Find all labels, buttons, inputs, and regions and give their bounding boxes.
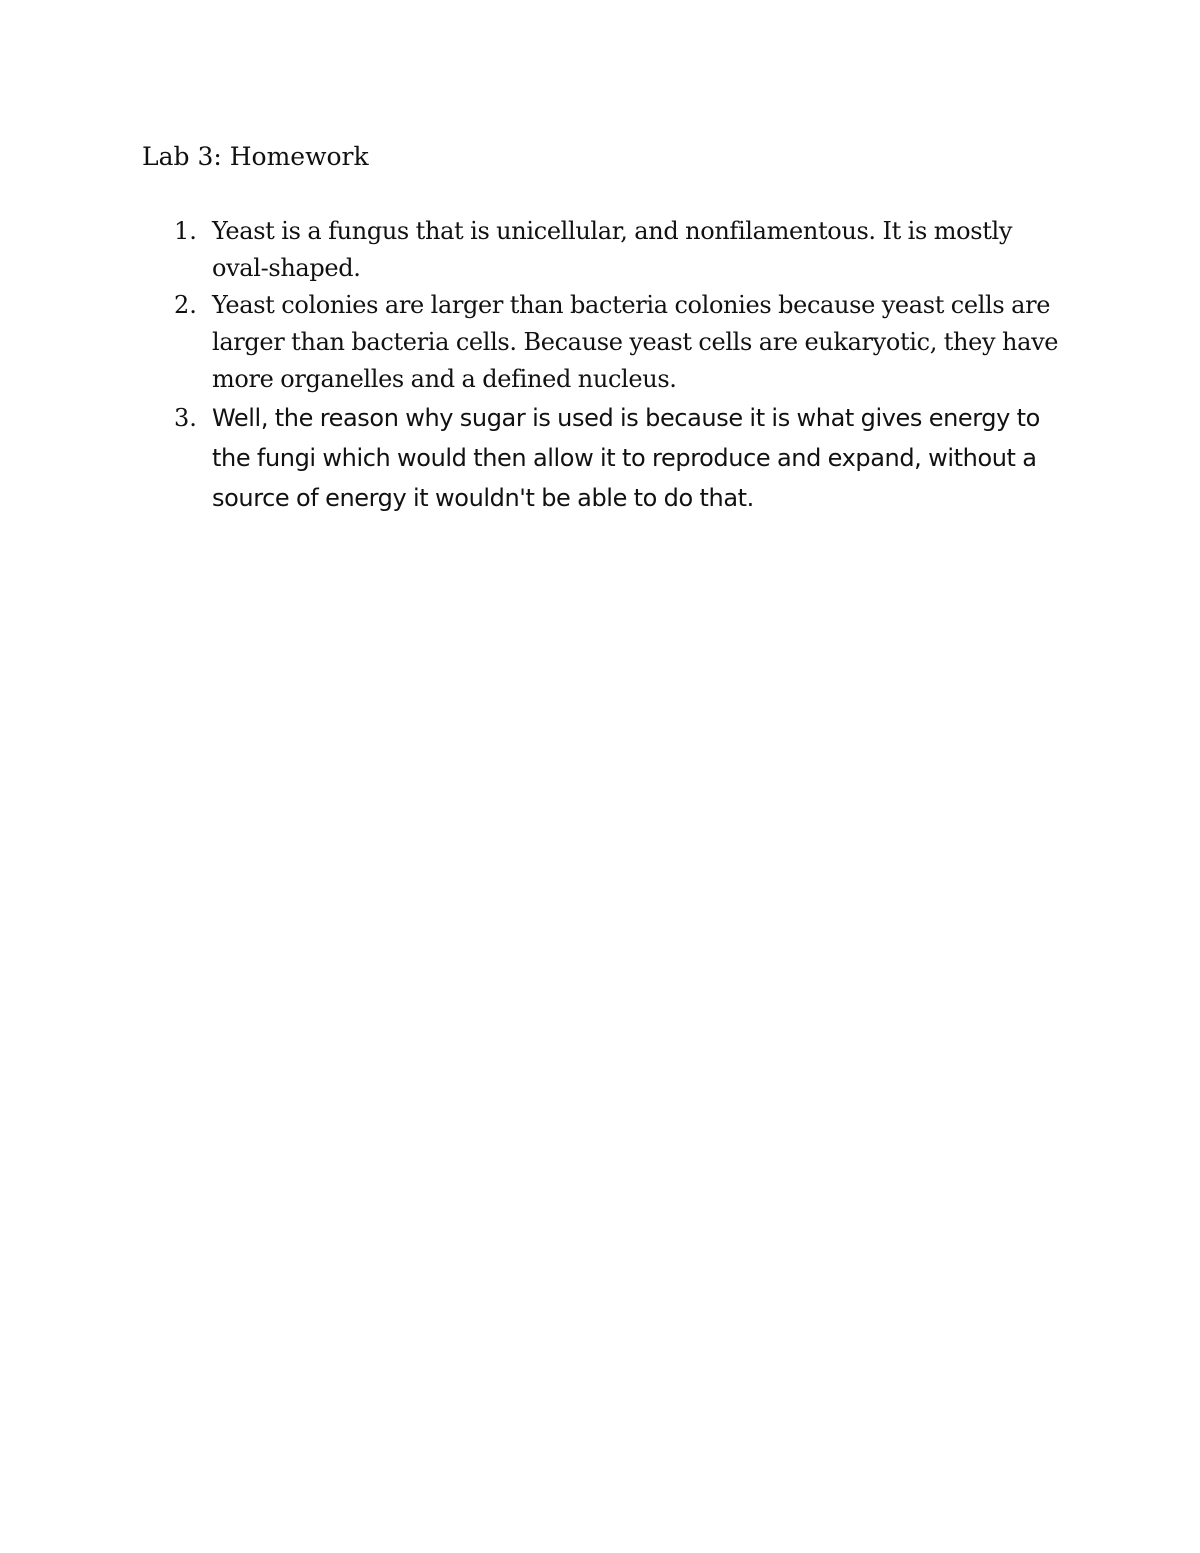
list-item bbox=[0, 213, 1200, 287]
list-item bbox=[0, 287, 1200, 398]
document-title: Lab 3: Homework bbox=[142, 142, 369, 171]
list-item-number: 1. bbox=[174, 217, 197, 245]
list-item bbox=[0, 398, 1200, 518]
list-item-text: Yeast colonies are larger than bacteria colonies because yeast cells are larger than bacteria cells. Because yeast cells are eukaryotic, they have more organelles and a defined nucleus. bbox=[212, 291, 1059, 393]
list-item-text: Well, the reason why sugar is used is because it is what gives energy to the fungi which would then allow it to reproduce and expand, without a source of energy it wouldn't be able to do that. bbox=[212, 404, 1040, 512]
list-item-number: 2. bbox=[174, 291, 197, 319]
list-item-number: 3. bbox=[174, 404, 197, 432]
answer-list bbox=[0, 213, 1200, 518]
list-item-text: Yeast is a fungus that is unicellular, and nonfilamentous. It is mostly oval-shaped. bbox=[212, 217, 1013, 282]
